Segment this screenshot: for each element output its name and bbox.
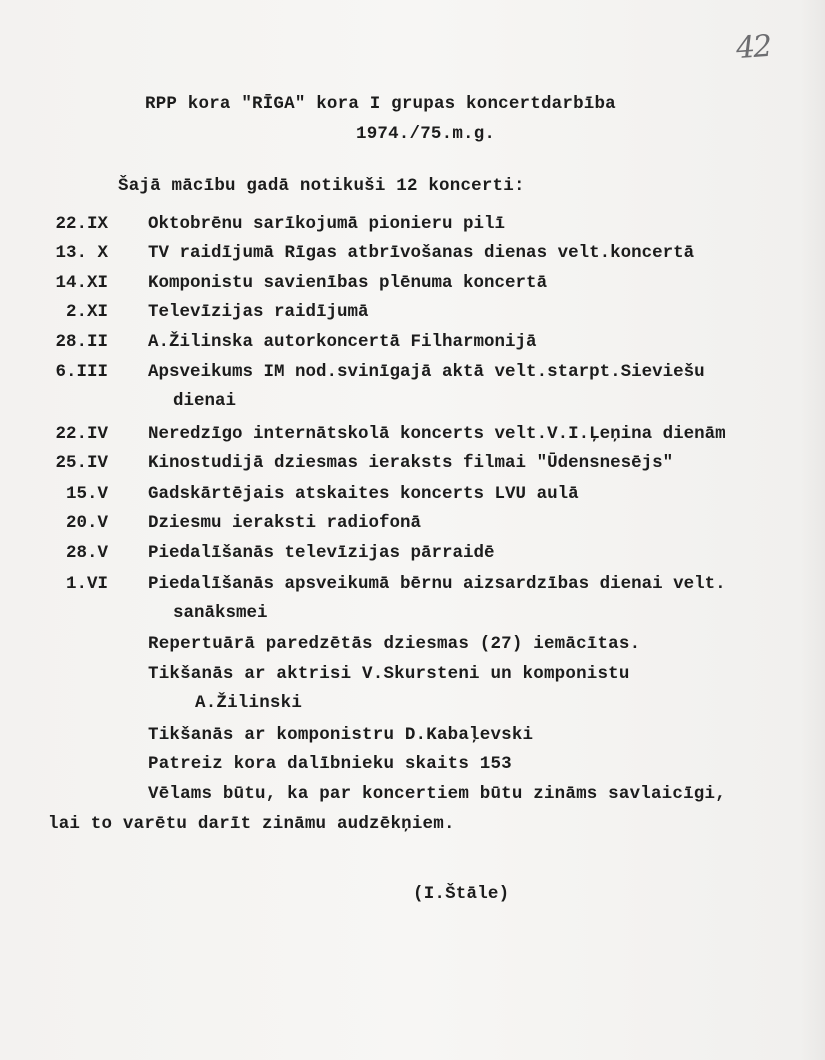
- wish-note: Vēlams būtu, ka par koncertiem būtu zināms savlaicīgi,: [148, 784, 726, 804]
- repertoire-note: Repertuārā paredzētās dziesmas (27) iemācītas.: [148, 634, 641, 654]
- signature: (I.Štāle): [413, 884, 510, 904]
- meeting-note: Tikšanās ar aktrisi V.Skursteni un komponistu: [148, 664, 630, 684]
- concert-text: Kinostudijā dziesmas ieraksts filmai "Ūdensnesējs": [148, 453, 674, 473]
- concert-text: Piedalīšanās televīzijas pārraidē: [148, 543, 495, 563]
- wish-note-continuation: lai to varētu darīt zināmu audzēkņiem.: [48, 814, 455, 834]
- concert-text: TV raidījumā Rīgas atbrīvošanas dienas velt.koncertā: [148, 243, 695, 263]
- handwritten-page-number: 42: [734, 28, 772, 67]
- document-title: RPP kora "RĪGA" kora I grupas koncertdarbība: [145, 94, 616, 114]
- meeting-note-continuation: A.Žilinski: [195, 693, 303, 713]
- meeting-note: Tikšanās ar komponistru D.Kabaļevski: [148, 725, 534, 745]
- concert-text: Oktobrēnu sarīkojumā pionieru pilī: [148, 214, 506, 234]
- concert-date: 20.V: [65, 513, 108, 533]
- concert-date: 1.VI: [65, 574, 108, 594]
- concert-text: A.Žilinska autorkoncertā Filharmonijā: [148, 332, 537, 352]
- school-year: 1974./75.m.g.: [356, 124, 496, 144]
- concert-date: 22.IV: [55, 424, 108, 444]
- concert-date: 25.IV: [55, 453, 108, 473]
- concert-date: 2.XI: [65, 302, 108, 322]
- concert-date: 22.IX: [55, 214, 108, 234]
- concert-text: Televīzijas raidījumā: [148, 302, 369, 322]
- concert-date: 28.II: [55, 332, 108, 352]
- concert-date: 6.III: [55, 362, 108, 382]
- members-count-note: Patreiz kora dalībnieku skaits 153: [148, 754, 512, 774]
- concert-text-continuation: sanāksmei: [173, 603, 268, 623]
- concert-text: Piedalīšanās apsveikumā bērnu aizsardzības dienai velt.: [148, 574, 726, 594]
- concert-date: 15.V: [65, 484, 108, 504]
- concert-date: 13. X: [55, 243, 108, 263]
- concert-text: Neredzīgo internātskolā koncerts velt.V.I.Ļeņina dienām: [148, 424, 726, 444]
- intro-line: Šajā mācību gadā notikuši 12 koncerti:: [118, 176, 525, 196]
- concert-text: Dziesmu ieraksti radiofonā: [148, 513, 422, 533]
- concert-text: Apsveikums IM nod.svinīgajā aktā velt.starpt.Sieviešu: [148, 362, 705, 382]
- concert-date: 14.XI: [55, 273, 108, 293]
- concert-date: 28.V: [65, 543, 108, 563]
- concert-text: Gadskārtējais atskaites koncerts LVU aulā: [148, 484, 579, 504]
- concert-text: Komponistu savienības plēnuma koncertā: [148, 273, 548, 293]
- concert-text-continuation: dienai: [173, 391, 237, 411]
